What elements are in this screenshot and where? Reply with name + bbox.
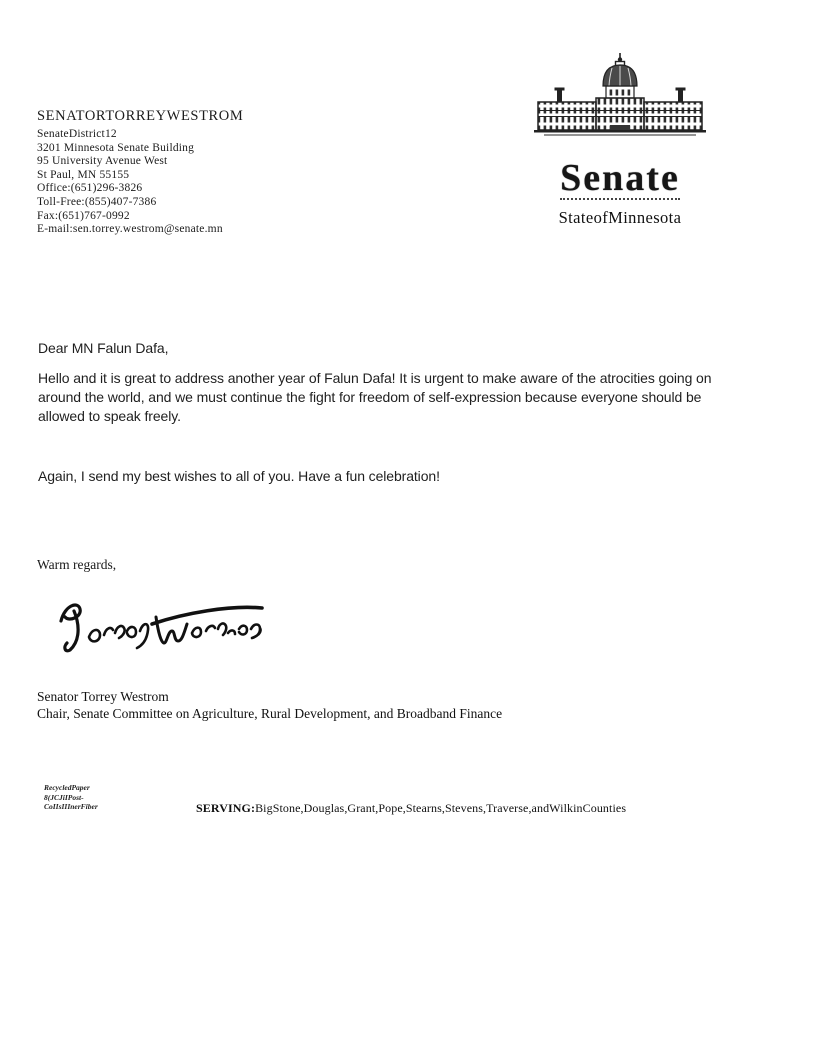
contact-office-phone: Office:(651)296-3826 (37, 182, 143, 195)
contact-district-line: SenateDistrict12 (37, 128, 117, 140)
recycled-paper-note (44, 783, 98, 812)
senator-name-heading: SENATORTORREYWESTROM (37, 108, 244, 124)
contact-email: E-mail:sen.torrey.westrom@senate.mn (37, 223, 223, 236)
contact-tollfree-phone: Toll-Free:(855)407-7386 (37, 195, 157, 208)
letter-closing: Warm regards, (37, 557, 117, 572)
signer-name: Senator Torrey Westrom (37, 689, 169, 704)
contact-city-line: St Paul, MN 55155 (37, 168, 130, 181)
contact-address-line-1: 3201 Minnesota Senate Building (37, 141, 195, 154)
serving-counties-text: BigStone,Douglas,Grant,Pope,Stearns,Stevens,Traverse,andWilkinCounties (255, 801, 627, 815)
letter-paragraph-1: Hello and it is great to address another year of Falun Dafa! It is urgent to make aware of the atrocities going on around the world, and we must continue the fight for freedom of self-expression because everyone should be allowed to speak freely. (38, 370, 712, 424)
signature-image (55, 597, 270, 659)
serving-counties-line (196, 801, 626, 816)
letter-paragraph-2: Again, I send my best wishes to all of you. Have a fun celebration! (38, 468, 440, 484)
signer-block (37, 689, 502, 722)
contact-address-line-2: 95 University Avenue West (37, 155, 168, 168)
signer-title: Chair, Senate Committee on Agriculture, Rural Development, and Broadband Finance (37, 705, 503, 721)
recycled-line-3: CoIIsIIInerFiber (44, 802, 98, 811)
recycled-line-1: RecycledPaper (44, 783, 90, 792)
recycled-line-2: 8(JCJiIPost- (44, 792, 84, 802)
letterhead-contact-block (37, 108, 243, 237)
state-of-minnesota-label: StateofMinnesota (558, 208, 682, 227)
serving-label: SERVING: (196, 801, 256, 815)
letter-greeting: Dear MN Falun Dafa, (38, 340, 169, 356)
contact-fax: Fax:(651)767-0992 (37, 209, 130, 222)
senate-wordmark: Senate (560, 157, 680, 199)
senate-logo-block (520, 52, 720, 228)
capitol-building-icon (530, 52, 710, 140)
